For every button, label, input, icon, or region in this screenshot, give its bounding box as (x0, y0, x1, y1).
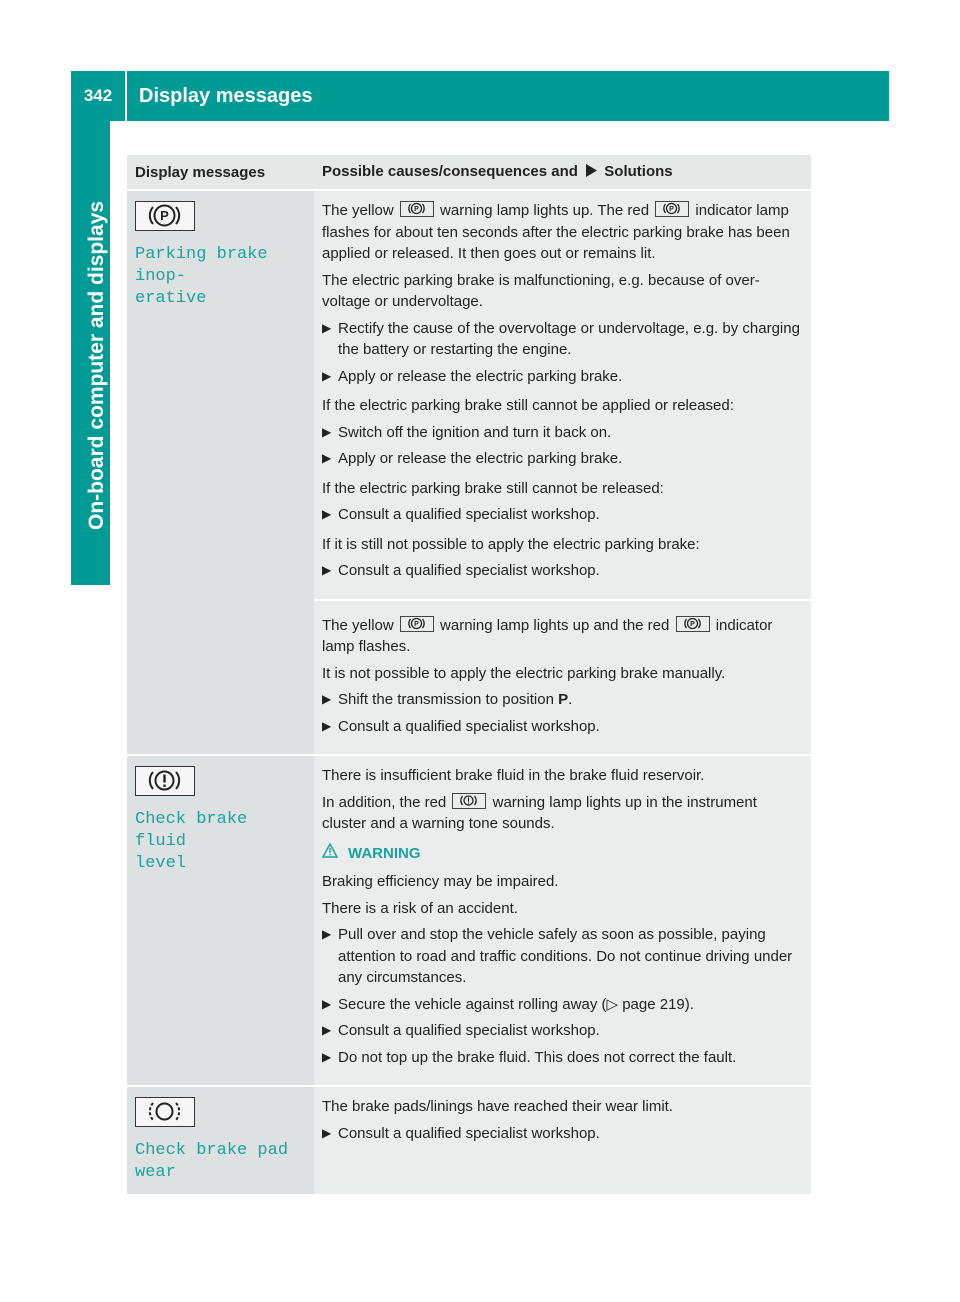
instruction-step (322, 716, 803, 738)
instruction-step (322, 1020, 803, 1042)
paragraph: There is a risk of an accident. (322, 899, 518, 917)
svg-text:P: P (414, 620, 419, 628)
text: warning lamp lights up in the instrument cluster and a warning tone sounds. (322, 793, 757, 832)
step-text: Apply or release the electric parking brake. (338, 367, 623, 385)
instruction-step (322, 1123, 803, 1145)
solution-cell-brake-fluid (314, 755, 811, 1086)
display-message-line: Check brake fluid (135, 810, 248, 851)
instruction-step (322, 689, 803, 711)
paragraph (322, 615, 803, 658)
svg-text:P: P (414, 206, 419, 213)
paragraph (322, 200, 803, 265)
paragraph: If it is still not possible to apply the electric parking brake: (322, 535, 700, 553)
warning-heading (322, 843, 803, 865)
step-text: Consult a qualified specialist workshop. (338, 562, 600, 579)
instruction-step (322, 994, 803, 1016)
page-title: Display messages (139, 84, 313, 107)
display-cell-parking-brake (127, 190, 314, 755)
svg-text:P: P (669, 206, 675, 213)
column-header-solutions-prefix: Possible causes/consequences and (322, 163, 578, 180)
step-text: Rectify the cause of the overvoltage or undervoltage, e.g. by charging the battery or restarting the engine. (338, 319, 800, 358)
step-text: Switch off the ignition and turn it back on. (338, 423, 612, 441)
warning-triangle-icon (322, 843, 338, 865)
table-row-parking-brake (127, 190, 811, 755)
display-message-line: Check brake pad (135, 1141, 289, 1160)
step-text: Apply or release the electric parking brake. (338, 450, 623, 467)
display-message-line: wear (135, 1163, 176, 1182)
parking-brake-icon (135, 201, 195, 231)
text: indicator lamp flashes for about ten seconds after the electric parking brake has been applied or released. It then goes out or remains lit. (322, 202, 790, 262)
parking-brake-icon (676, 616, 710, 632)
play-arrow-icon: ▶ (322, 507, 332, 521)
instruction-step (322, 318, 803, 361)
play-arrow-icon: ▶ (322, 368, 332, 383)
column-header-display: Display messages (127, 155, 314, 190)
play-arrow-icon: ▶ (322, 563, 332, 577)
svg-text:P: P (689, 620, 695, 628)
column-header-solutions (314, 155, 811, 190)
display-message-brake-fluid (135, 809, 306, 875)
page-reference-icon: ▷ (606, 995, 619, 1013)
brake-warning-icon (452, 793, 486, 809)
solution-cell-parking-brake (314, 190, 811, 755)
page-header (71, 71, 889, 121)
play-arrow-icon: ▶ (322, 320, 332, 335)
paragraph: The electric parking brake is malfunctioning, e.g. because of over-voltage or undervoltage. (322, 271, 760, 310)
paragraph: Braking efficiency may be impaired. (322, 873, 559, 890)
instruction-step (322, 504, 803, 526)
step-text: Do not top up the brake fluid. This does not correct the fault. (338, 1048, 737, 1066)
step-text: Consult a qualified specialist workshop. (338, 1124, 600, 1142)
solution-cell-brake-pad (314, 1086, 811, 1194)
display-message-parking-brake (135, 244, 306, 310)
play-arrow-icon: ▶ (322, 424, 332, 439)
step-text: Consult a qualified specialist workshop. (338, 506, 600, 523)
paragraph: It is not possible to apply the electric parking brake manually. (322, 664, 726, 682)
play-arrow-icon (585, 164, 597, 181)
brake-pad-wear-icon (135, 1097, 195, 1127)
instruction-step (322, 1047, 803, 1069)
play-arrow-icon: ▶ (322, 927, 332, 941)
play-arrow-icon: ▶ (322, 718, 332, 733)
paragraph: If the electric parking brake still cannot be released: (322, 479, 664, 497)
parking-brake-icon (400, 201, 434, 217)
display-cell-brake-fluid (127, 755, 314, 1086)
step-text: Consult a qualified specialist workshop. (338, 1022, 600, 1039)
text: warning lamp lights up and the red (440, 616, 670, 634)
play-arrow-icon: ▶ (322, 1023, 332, 1037)
display-message-line: erative (135, 289, 207, 308)
paragraph: The brake pads/linings have reached their wear limit. (322, 1098, 674, 1115)
table-row-brake-pad (127, 1086, 811, 1194)
paragraph (322, 792, 803, 835)
side-tab-label: On-board computer and displays (85, 200, 108, 530)
gear-position: P (558, 691, 569, 708)
instruction-step (322, 422, 803, 444)
table-row-brake-fluid (127, 755, 811, 1086)
text: In addition, the red (322, 793, 447, 811)
display-message-line: level (135, 854, 187, 873)
display-cell-brake-pad (127, 1086, 314, 1194)
instruction-step (322, 924, 803, 989)
instruction-step (322, 560, 803, 582)
step-text: Consult a qualified specialist workshop. (338, 717, 600, 735)
instruction-step (322, 366, 803, 388)
display-messages-table (127, 155, 811, 1194)
paragraph: There is insufficient brake fluid in the brake fluid reservoir. (322, 767, 705, 784)
paragraph: If the electric parking brake still cannot be applied or released: (322, 397, 734, 414)
play-arrow-icon: ▶ (322, 1049, 332, 1064)
instruction-step (322, 448, 803, 470)
display-message-line: Parking brake inop- (135, 245, 268, 286)
step-text: page 219). (618, 995, 694, 1013)
step-text: . (568, 691, 573, 708)
text: warning lamp lights up. The red (440, 202, 650, 219)
table-header-row (127, 155, 811, 190)
play-arrow-icon: ▶ (322, 692, 332, 706)
play-arrow-icon: ▶ (322, 1125, 332, 1140)
text: The yellow (322, 616, 394, 634)
parking-brake-icon (400, 616, 434, 632)
parking-brake-icon (655, 201, 689, 217)
display-message-brake-pad (135, 1140, 306, 1184)
text: The yellow (322, 202, 394, 219)
step-text: Secure the vehicle against rolling away ( (338, 995, 607, 1013)
step-text: Shift the transmission to position (338, 691, 554, 708)
warning-label: WARNING (348, 844, 421, 862)
solution-block-2 (314, 599, 811, 755)
step-text: Pull over and stop the vehicle safely as soon as possible, paying attention to road and traffic conditions. Do not continue driving under any circumstances. (338, 926, 793, 986)
brake-warning-icon (135, 766, 195, 796)
play-arrow-icon: ▶ (322, 996, 332, 1011)
svg-text:P: P (160, 208, 169, 223)
text: indicator lamp flashes. (322, 616, 773, 655)
page-number: 342 (83, 86, 113, 105)
solution-block-1 (314, 191, 811, 599)
play-arrow-icon: ▶ (322, 451, 332, 465)
column-header-solutions-suffix: Solutions (604, 163, 673, 180)
